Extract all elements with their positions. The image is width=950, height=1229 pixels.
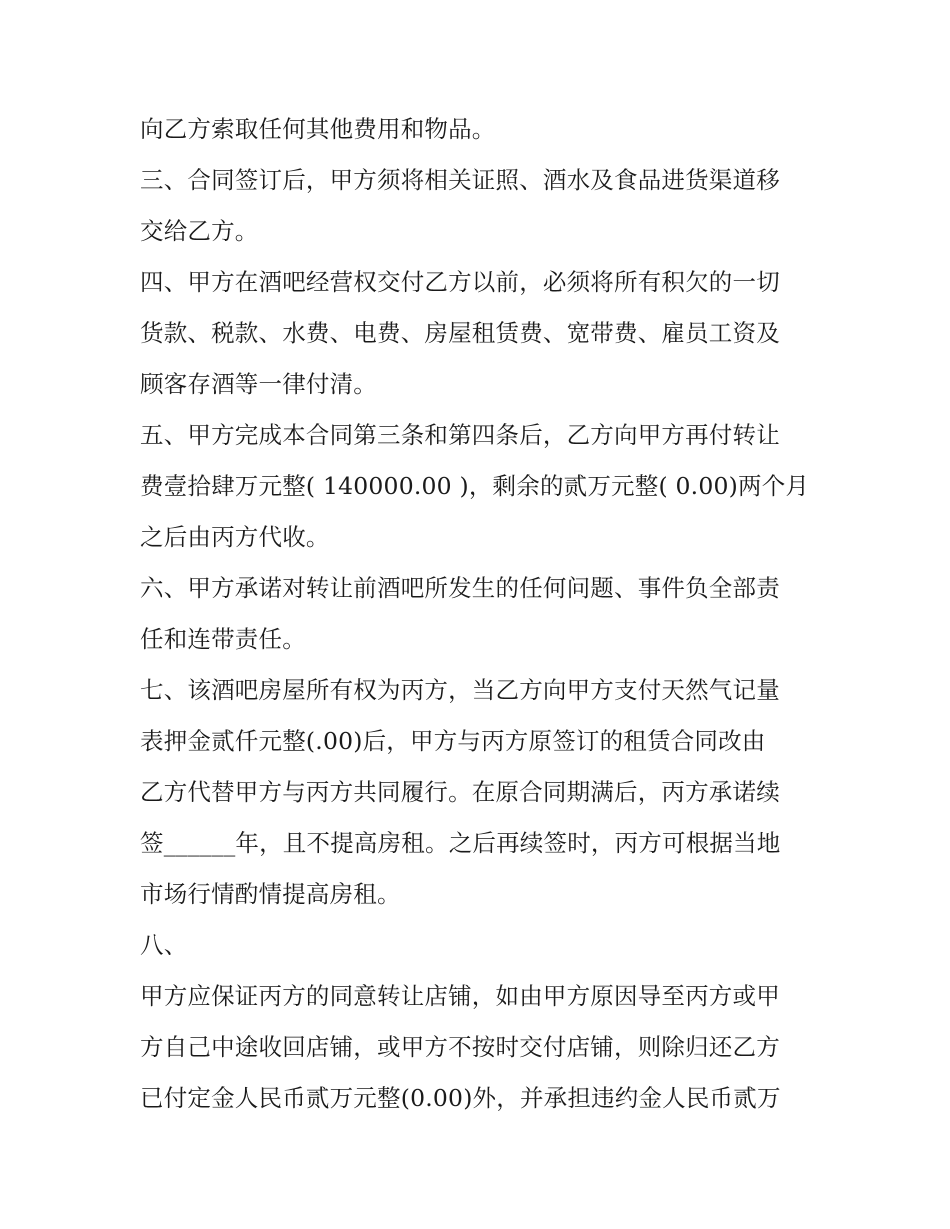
clause-5-line-1: 五、甲方完成本合同第三条和第四条后，乙方向甲方再付转让 bbox=[140, 421, 780, 449]
text-line: 向乙方索取任何其他费用和物品。 bbox=[140, 115, 496, 143]
clause-7-line-5: 市场行情酌情提高房租。 bbox=[140, 880, 401, 908]
clause-6-line-2: 任和连带责任。 bbox=[140, 625, 306, 653]
clause-3-line-2: 交给乙方。 bbox=[140, 217, 259, 245]
clause-7-line-3: 乙方代替甲方与丙方共同履行。在原合同期满后，丙方承诺续 bbox=[140, 778, 780, 806]
clause-7-line-4: 签______年，且不提高房租。之后再续签时，丙方可根据当地 bbox=[140, 829, 781, 857]
clause-8-line-3: 已付定金人民币贰万元整(0.00)外，并承担违约金人民币贰万 bbox=[140, 1084, 781, 1112]
clause-8-line-1: 甲方应保证丙方的同意转让店铺，如由甲方原因导至丙方或甲 bbox=[140, 982, 780, 1010]
clause-3-line-1: 三、合同签订后，甲方须将相关证照、酒水及食品进货渠道移 bbox=[140, 166, 780, 194]
clause-8-heading: 八、 bbox=[140, 931, 188, 959]
contract-text bbox=[140, 104, 830, 1124]
clause-5-line-2: 费壹拾肆万元整( 140000.00 )，剩余的贰万元整( 0.00)两个月 bbox=[140, 472, 810, 500]
clause-6-line-1: 六、甲方承诺对转让前酒吧所发生的任何问题、事件负全部责 bbox=[140, 574, 780, 602]
clause-5-line-3: 之后由丙方代收。 bbox=[140, 523, 330, 551]
clause-8-line-2: 方自己中途收回店铺，或甲方不按时交付店铺，则除归还乙方 bbox=[140, 1033, 780, 1061]
clause-4-line-3: 顾客存酒等一律付清。 bbox=[140, 370, 377, 398]
clause-4-line-2: 货款、税款、水费、电费、房屋租赁费、宽带费、雇员工资及 bbox=[140, 319, 780, 347]
clause-7-line-1: 七、该酒吧房屋所有权为丙方，当乙方向甲方支付天然气记量 bbox=[140, 676, 780, 704]
clause-4-line-1: 四、甲方在酒吧经营权交付乙方以前，必须将所有积欠的一切 bbox=[140, 268, 780, 296]
clause-7-line-2: 表押金贰仟元整(.00)后，甲方与丙方原签订的租赁合同改由 bbox=[140, 727, 766, 755]
